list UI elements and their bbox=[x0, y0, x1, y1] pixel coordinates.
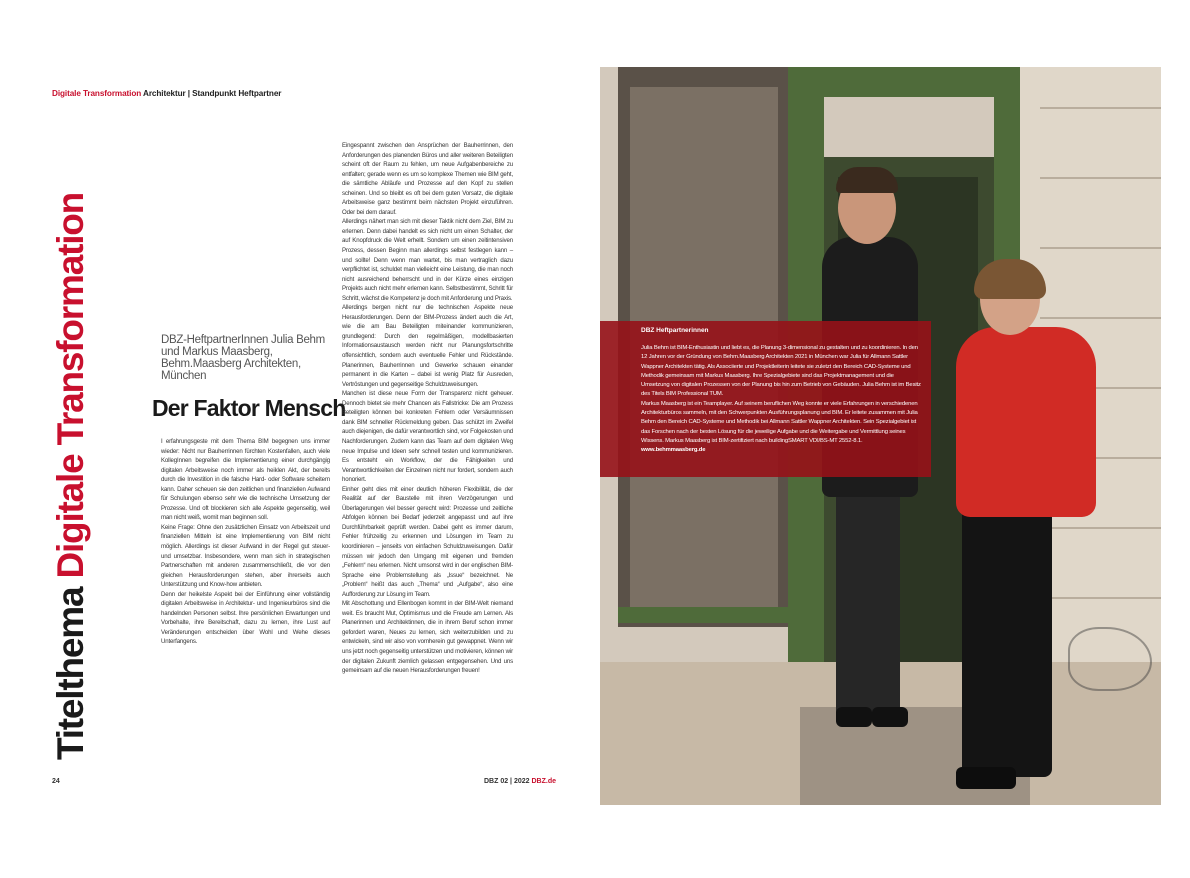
caption-paragraph: Julia Behm ist BIM-Enthusiastin und liebt es, die Planung 3-dimensional zu gestalten und zu koordinieren. In den 12 Jahren vor der Gründung von Behm.Maasberg Architekten 2021 in München war Julia für Allmann Sattler Wappner Architekten tätig. Als Associierte und Projektleiterin leitete sie zuletzt den Bereich CAD-Systeme und Methodik gemeinsam mit Markus Maasberg. Ihre Spezialgebiete sind das Projektmanagement und die Umsetzung von digitalen Prozessen von der Planung bis hin zum Betrieb von Gebäuden. Julia Behm ist im Besitz des Titels BIM Professional TUM. bbox=[641, 345, 921, 398]
paragraph: Mit Abschottung und Ellenbogen kommt in der BIM-Welt niemand weit. Es braucht Mut, Optimismus und die Freude am Lernen. Als Planerinnen und Architektinnen, die in ihrem Beruf schon immer gefordert waren, Neues zu lernen, sich weiterzubilden und zu entwickeln, sind wir also von vornherein gut gewappnet. Wenn wir uns jetzt noch gegenseitig unterstützen und motivieren, können wir der digitalen Zukunft ziemlich gelassen entgegensehen. Und uns gemeinsam auf die neuen Herausforderungen freuen! bbox=[342, 600, 513, 675]
paragraph: Einher geht dies mit einer deutlich höheren Flexibilität, die der Realität auf der Baustelle mit ihren Verzögerungen und Überlagerungen viel besser gerecht wird: Prozesse und zeitliche Abfolgen können bei Bedarf jederzeit angepasst und auf ihre Durchführbarkeit geprüft werden. Dabei geht es immer darum, Fehler frühzeitig zu erkennen und Lösungen im Team zu koordinieren – jenseits von einfachen Schuldzuweisungen. Dafür müssen wir jedoch den Umgang mit eigenen und fremden „Fehlern“ neu erlernen. Nicht umsonst wird in der englischen BIM-Sprache eine Problemstellung als „Issue“ bezeichnet. Ne „Problem“ heißt das auch „Thema“ und „Aufgabe“, also eine Aufforderung zur Lösung im Team. bbox=[342, 485, 513, 598]
author-line: und Markus Maasberg, bbox=[161, 346, 273, 358]
photo-man-legs bbox=[836, 487, 900, 717]
photo-brick-line bbox=[1040, 597, 1161, 599]
running-header-rest: Architektur | Standpunkt Heftpartner bbox=[141, 89, 282, 98]
footer-issue bbox=[484, 778, 556, 785]
photo-brick-line bbox=[1040, 107, 1161, 109]
photo-brick-line bbox=[1040, 317, 1161, 319]
paragraph: I erfahrungsgeste mit dem Thema BIM begegnen uns immer wieder: Nicht nur Bauherrinnen fürchten Kostenfallen, auch viele KollegInnen begreifen die Implementierung einer durchgängig digitalen Arbeitsweise noch immer als heiklen Akt, der bereits durch die Investition in die falsche Hard- oder Software scheitern kann. Daher scheuen sie den zeitlichen und finanziellen Aufwand für Schulungen ebenso sehr wie die technische Umsetzung der Prozesse. Und oft blockieren sich alle Aspekte gegenseitig, weil man nicht weiß, womit man beginnen soll. bbox=[161, 438, 330, 522]
vertical-title-part1: Titelthema bbox=[50, 578, 91, 760]
photo-man-shoe bbox=[872, 707, 908, 727]
vertical-title bbox=[52, 193, 89, 760]
author-line: DBZ-HeftpartnerInnen Julia Behm bbox=[161, 334, 325, 346]
photo-brick-line bbox=[1040, 177, 1161, 179]
caption-text bbox=[641, 344, 923, 456]
caption-paragraph: Markus Maasberg ist ein Teamplayer. Auf seinem beruflichen Weg konnte er viele Erfahrungen in verschiedenen Architekturbüros sammeln, mit den Schwerpunkten Ausführungsplanung und BIM. Er leitete zusammen mit Julia Behm den Bereich CAD-Systeme und Methodik bei Allmann Sattler Wappner Architekten. Sein Spezialgebiet ist das Forschen nach der besten Lösung für die jeweilige Aufgabe und die Weitergabe und Vermittlung seines Wissens. Markus Maasberg ist BIM-zertifiziert nach buildingSMART VDI/BS-MT 2552-8.1. bbox=[641, 400, 918, 444]
paragraph: Keine Frage: Ohne den zusätzlichen Einsatz von Arbeitszeit und finanziellen Mitteln ist eine Implementierung von BIM nicht möglich. Allerdings ist dieser Aufwand in der Regel gut steuer- und umsetzbar. Insbesondere, wenn man sich in strategischen Partnerschaften mit anderen zusammenschließt, die vor den gleichen Herausforderungen stehen, aber ihrerseits auch Unterstützung und Know-how anbieten. bbox=[161, 523, 330, 589]
photo-man-shoe bbox=[836, 707, 872, 727]
paragraph: Allerdings bergen nicht nur die technischen Aspekte neue Herausforderungen. Denn der BIM-Prozess ändert auch die Art, wie die am Bau Beteiligten miteinander kommunizieren, grundlegend: Durch den regelmäßigen, modellbasierten Informationsaustausch werden nicht nur Planungsfortschritte offensichtlich, sondern auch eventuelle Fehler und Rückstände. Planerinnen, Bauherrinnen und Gewerke schauen einander permanent in die Karten – dabei ist wenig Platz für Ausreden, Vertröstungen und gegenseitige Schuldzuweisungen. bbox=[342, 304, 513, 388]
photo-man-hair bbox=[836, 167, 898, 193]
vertical-title-part2: Digitale Transformation bbox=[50, 192, 91, 579]
photo-brick-line bbox=[1040, 247, 1161, 249]
photo-caption-box bbox=[600, 321, 931, 477]
article-headline: Der Faktor Mensch bbox=[152, 395, 346, 421]
paragraph: Manchen ist diese neue Form der Transparenz nicht geheuer. Dennoch bietet sie mehr Chancen als Fallstricke: Die am Prozess Beteiligten können bei konkreten Fehlern oder Versäumnissen dank BIM schneller Rückmeldung geben. Das schützt im Zweifel auch diejenigen, die dafür verantwortlich sind, vor Folgekosten und Nachforderungen. Zudem kann das Team auf dem digitalen Weg neue Impulse und Ideen sehr schnell testen und kommunizieren. Es entsteht ein Workflow, der die Fähigkeiten und Verantwortlichkeiten der Einzelnen nicht nur fordert, sondern auch honoriert. bbox=[342, 390, 513, 484]
photo-woman-sweater bbox=[956, 327, 1096, 517]
photo-brick-line bbox=[1040, 527, 1161, 529]
running-header bbox=[52, 89, 281, 98]
footer-issue-label: DBZ 02 | 2022 bbox=[484, 778, 530, 785]
paragraph: Denn der heikelste Aspekt bei der Einführung einer vollständig digitalen Arbeitsweise in Architektur- und Ingenieurbüros sind die handelnden Personen selbst. Ihre persönlichen Erwartungen und Vorbehalte, ihre Bereitschaft, dazu zu lernen, ihre Lust auf Veränderungen entscheiden über Wohl und Wehe dieses Unterfangens. bbox=[161, 590, 330, 646]
author-line: Behm.Maasberg Architekten, bbox=[161, 358, 301, 370]
paragraph: Eingespannt zwischen den Ansprüchen der Bauherrinnen, den Anforderungen des planenden Büros und aller weiteren Beteiligten scheint oft der Raum zu fehlen, um neue Aufgabenbereiche zu entfalten; gerade wenn es um so komplexe Themen wie BIM geht, die sämtliche Abläufe und Prozesse auf den Kopf zu stellen scheinen. Und so bleibt es oft bei dem guten Vorsatz, die digitale Arbeitsweise ganz bestimmt beim nächsten Projekt einzuführen. Oder bei dem darauf. bbox=[342, 142, 513, 216]
photo-green-lintel bbox=[824, 67, 994, 97]
caption-url-link[interactable]: www.behmmaasberg.de bbox=[641, 447, 706, 454]
caption-title: DBZ Heftpartnerinnen bbox=[641, 327, 709, 334]
author-line: München bbox=[161, 370, 207, 382]
text-column-2 bbox=[342, 141, 513, 676]
paragraph: Allerdings nähert man sich mit dieser Taktik nicht dem Ziel, BIM zu erlernen. Denn dabei handelt es sich nicht um einen Schalter, der auf Knopfdruck die Welt erhellt. Sondern um einen zeitintensiven Prozess, dessen Beginn man allerdings selbst festlegen kann – und sollte! Denn wenn man wartet, bis man vertraglich dazu verpflichtet ist, schuldet man vielleicht eine Leistung, die man noch nicht ausreichend beherrscht und in der Kürze eines einzigen Projekts auch nicht mehr erlernen kann. Selbstbestimmt, Schritt für Schritt, wächst die Kompetenz je doch mit Anforderung und Praxis. bbox=[342, 218, 513, 302]
photo-woman-legs bbox=[962, 507, 1052, 777]
text-column-1 bbox=[161, 437, 330, 647]
running-header-section: Digitale Transformation bbox=[52, 89, 142, 98]
author-block bbox=[161, 334, 326, 382]
photo-woman-shoe bbox=[956, 767, 1016, 789]
footer-site: DBZ.de bbox=[531, 778, 556, 785]
photo-window-sill bbox=[618, 607, 788, 623]
page-number: 24 bbox=[52, 778, 60, 785]
